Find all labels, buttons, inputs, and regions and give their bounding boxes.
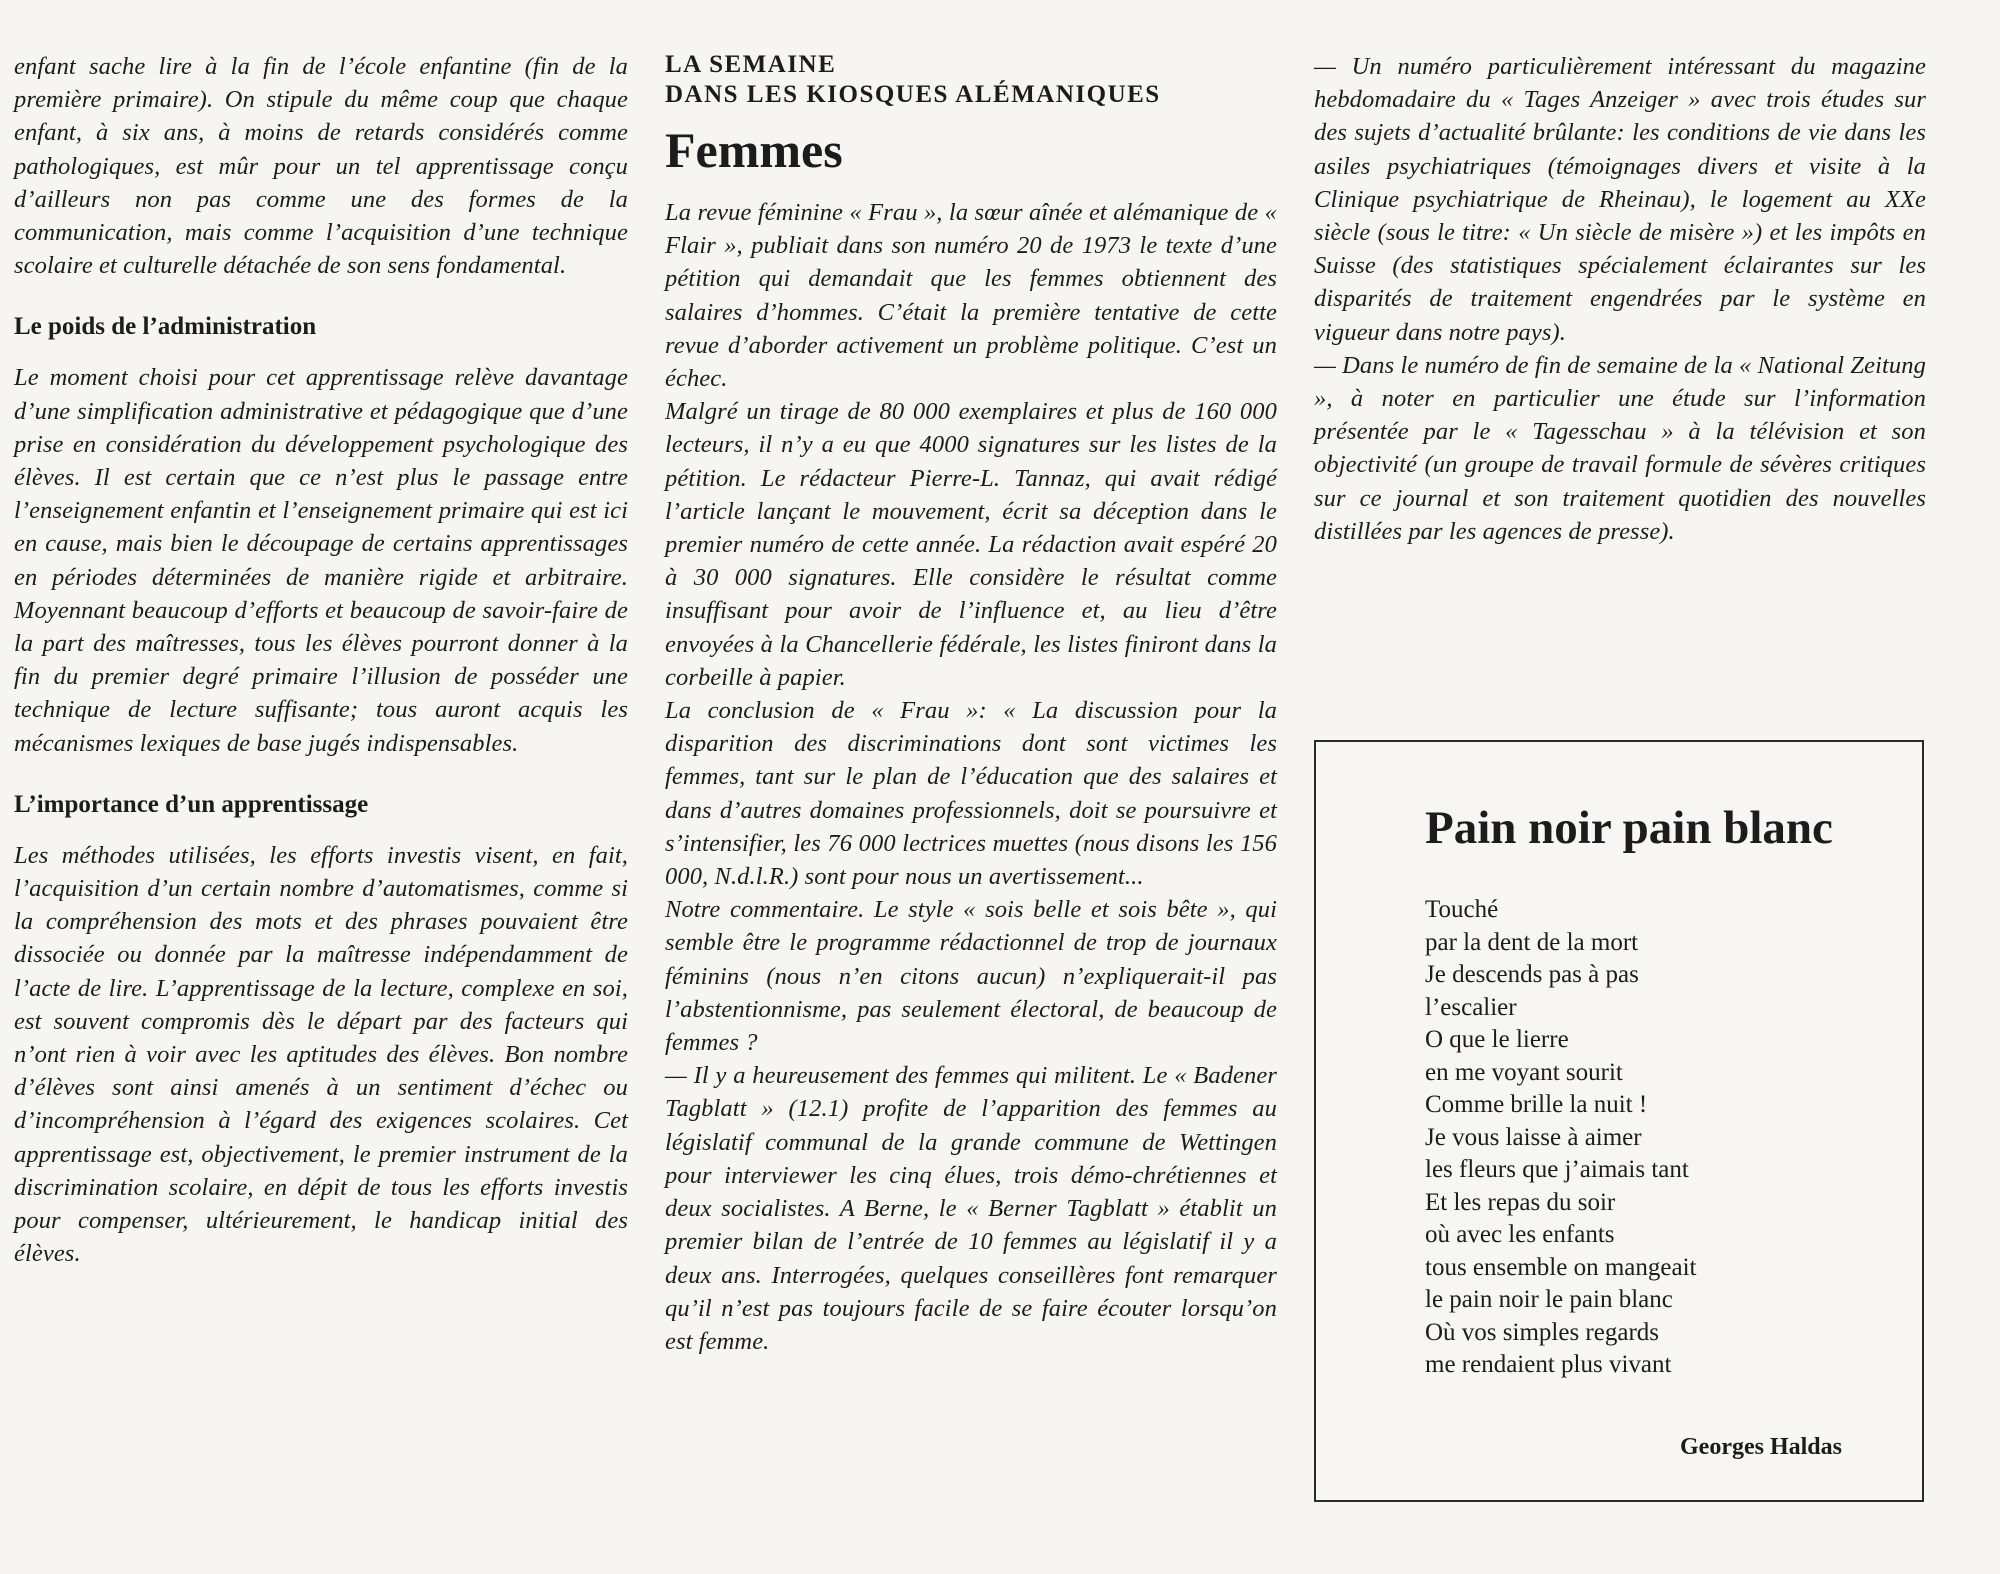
poem-line: en me voyant sourit bbox=[1425, 1058, 1623, 1086]
paragraph-apprentissage: Les méthodes utilisées, les efforts investis visent, en fait, l’acquisition d’un certain nombre d’automatismes, comme si la compréhension des mots et des phrases pouvaient être dissociée ou donnée par la maîtresse indépendamment de l’acte de lire. L’apprentissage de la lecture, complexe en soi, est souvent compromis dès le départ par des facteurs qui n’ont rien à voir avec les aptitudes des élèves. Bon nombre d’élèves sont ainsi amenés à un sentiment d’échec ou d’incompréhension à l’égard des exigences scolaires. Cet apprentissage est, objectivement, le premier instrument de la discrimination scolaire, en dépit de tous les efforts investis pour compenser, ultérieurement, le handicap initial des élèves. bbox=[14, 841, 628, 1268]
column-middle bbox=[665, 50, 1277, 1358]
subheading-administration: Le poids de l’administration bbox=[14, 313, 317, 341]
poem-line: O que le lierre bbox=[1425, 1026, 1569, 1053]
poem-line: Où vos simples regards bbox=[1425, 1318, 1659, 1346]
paragraph-tages-anzeiger: — Un numéro particulièrement intéressant du magazine hebdomadaire du « Tages Anzeiger » avec trois études sur des sujets d’actualité brûlante: les conditions de vie dans les asiles psychiatriques (témoignages divers et visite à la Clinique psychiatrique de Rheinau), le logement au XXe siècle (sous le titre: « Un siècle de misère ») et les impôts en Suisse (des statistiques spécialement éclairantes sur les disparités de traitement engendrées par le système en vigueur dans notre pays). bbox=[1314, 53, 1926, 346]
poem-line: Comme brille la nuit ! bbox=[1425, 1091, 1648, 1118]
poem-lines bbox=[1425, 894, 1696, 1382]
poem-box bbox=[1314, 740, 1924, 1502]
poem-line: Je descends pas à pas bbox=[1425, 961, 1639, 988]
poem-line: les fleurs que j’aimais tant bbox=[1425, 1156, 1689, 1183]
paragraph-frau: La revue féminine « Frau », la sœur aînée et alémanique de « Flair », publiait dans son numéro 20 de 1973 le texte d’une pétition qui demandait que les femmes obtiennent des salaires d’hommes. C’était la première tentative de cette revue d’aborder activement un problème politique. C’est un échec. bbox=[665, 199, 1277, 393]
paragraph-militent: — Il y a heureusement des femmes qui militent. Le « Badener Tagblatt » (12.1) profite de l’apparition des femmes au législatif communal de la grande commune de Wettingen pour interviewer les cinq élues, trois démo-chrétiennes et deux socialistes. A Berne, le « Berner Tagblatt » établit un premier bilan de l’entrée de 10 femmes au législatif il y a deux ans. Interrogées, quelques conseillères font remarquer qu’il n’est pas toujours facile de se faire écouter lorsqu’on est femme. bbox=[665, 1062, 1277, 1355]
paragraph-tirage: Malgré un tirage de 80 000 exemplaires et plus de 160 000 lecteurs, il n’y a eu que 4000 signatures sur les listes de la pétition. Le rédacteur Pierre-L. Tannaz, qui avait rédigé l’article lançant le mouvement, écrit sa déception dans le premier numéro de cette année. La rédaction avait espéré 20 à 30 000 signatures. Elle considère le résultat comme insuffisant pour avoir de l’influence et, au lieu d’être envoyées à la Chancellerie fédérale, les listes finiront dans la corbeille à papier. bbox=[665, 398, 1277, 691]
poem-line: où avec les enfants bbox=[1425, 1221, 1615, 1248]
paragraph-commentaire: Notre commentaire. Le style « sois belle et sois bête », qui semble être le programme rédactionnel de trop de journaux féminins (nous n’en citons aucun) n’expliquerait-il pas l’abstentionnisme, pas seulement électoral, de beaucoup de femmes ? bbox=[665, 896, 1277, 1057]
paragraph-intro: enfant sache lire à la fin de l’école enfantine (fin de la première primaire). On stipule du même coup que chaque enfant, à six ans, à moins de retards considérés comme pathologiques, est mûr pour un tel apprentissage conçu d’ailleurs non pas comme une des formes de la communication, mais comme l’acquisition d’une technique scolaire et culturelle détachée de son sens fondamental. bbox=[14, 53, 628, 280]
poem-line: Touché bbox=[1425, 896, 1499, 923]
poem-line: Et les repas du soir bbox=[1425, 1188, 1616, 1216]
article-headline: Femmes bbox=[665, 122, 843, 178]
subheading-apprentissage: L’importance d’un apprentissage bbox=[14, 790, 369, 818]
poem-title: Pain noir pain blanc bbox=[1425, 802, 1833, 854]
poem-line: l’escalier bbox=[1425, 993, 1517, 1021]
poem-line: le pain noir le pain blanc bbox=[1425, 1286, 1673, 1313]
column-right bbox=[1314, 50, 1926, 548]
paragraph-national-zeitung: — Dans le numéro de fin de semaine de la « National Zeitung », à noter en particulier une étude sur l’information présentée par le « Tagesschau » à la télévision et son objectivité (un groupe de travail formule de sévères critiques sur ce journal et son traitement quotidien des nouvelles distillées par les agences de presse). bbox=[1314, 351, 1926, 545]
poem-line: Je vous laisse à aimer bbox=[1425, 1123, 1642, 1151]
paragraph-conclusion: La conclusion de « Frau »: « La discussion pour la disparition des discriminations dont sont victimes les femmes, tant sur le plan de l’éducation que des salaires et dans d’autres domaines professionnels, doit se poursuivre et s’intensifier, les 76 000 lectrices muettes (nous disons les 156 000, N.d.l.R.) sont pour nous un avertissement... bbox=[665, 697, 1277, 891]
poem-author: Georges Haldas bbox=[1680, 1434, 1842, 1460]
poem-line: me rendaient plus vivant bbox=[1425, 1351, 1672, 1378]
column-left bbox=[14, 50, 628, 1271]
paragraph-administration: Le moment choisi pour cet apprentissage relève davantage d’une simplification administrative et pédagogique que d’une prise en considération du développement psychologique des élèves. Il est certain que ce n’est plus le passage entre l’enseignement enfantin et l’enseignement primaire qui est ici en cause, mais bien le découpage de certains apprentissages en périodes déterminées de manière rigide et arbitraire. Moyennant beaucoup d’efforts et beaucoup de savoir-faire de la part des maîtresses, tous les élèves pourront donner à la fin du premier degré primaire l’illusion de posséder une technique de lecture suffisante; tous auront acquis les mécanismes lexiques de base jugés indispensables. bbox=[14, 364, 628, 757]
section-kicker-line1: LA SEMAINE bbox=[665, 51, 837, 78]
section-kicker-line2: DANS LES KIOSQUES ALÉMANIQUES bbox=[665, 81, 1161, 108]
poem-line: par la dent de la mort bbox=[1425, 928, 1639, 956]
poem-line: tous ensemble on mangeait bbox=[1425, 1253, 1697, 1281]
